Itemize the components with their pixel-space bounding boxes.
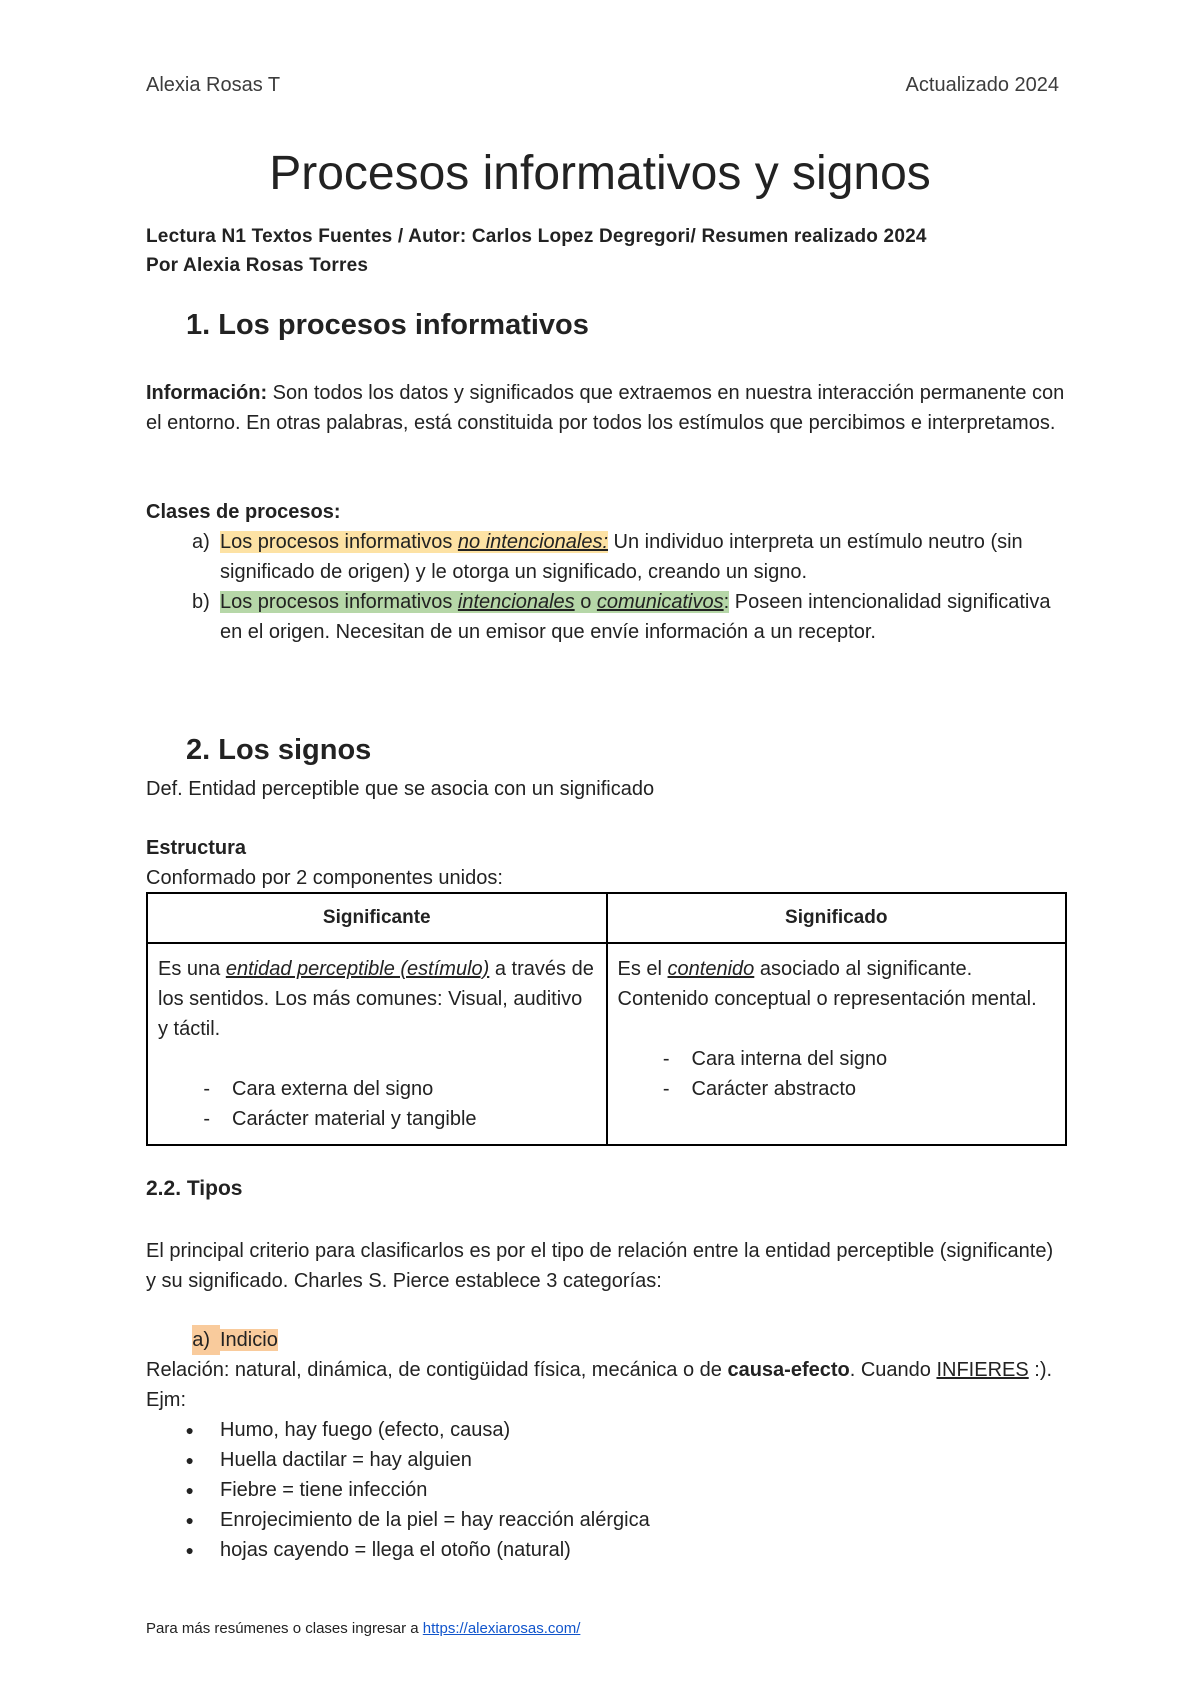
item-a-description: Un individuo interpreta un estímulo neutro (sin significado de origen) y le otorga un significado, creando un signo. [220,531,1023,583]
table-row [147,943,1066,1145]
significante-item-2: Carácter material y tangible [232,1108,477,1130]
example-2: Huella dactilar = hay alguien [220,1449,472,1471]
footer [146,1620,580,1637]
list-item [146,1415,1066,1445]
dash-marker: - [662,1048,670,1070]
header-author: Alexia Rosas T [146,74,281,96]
significado-item-2: Carácter abstracto [691,1078,857,1100]
structure-table [146,892,1067,1146]
relacion-infieres: INFIERES [936,1359,1029,1381]
relacion-bold: causa-efecto [727,1359,850,1381]
classes-label: Clases de procesos: [146,501,341,523]
item-b-prefix: Los procesos informativos [220,591,458,613]
info-text: Son todos los datos y significados que extraemos en nuestra interacción permanente con el entorno. En otras palabras, está constituida por todos los estímulos que percibimos e interpretamos. [146,382,1065,434]
list-item [618,1044,1056,1074]
significado-pre: Es el [617,958,668,980]
item-b-colon: : [723,591,730,613]
estructura-text: Conformado por 2 componentes unidos: [146,867,503,889]
significado-post: asociado al significante. Contenido conceptual o representación mental. [617,958,1037,1010]
bullet-icon: ● [185,1452,194,1468]
dash-marker: - [203,1108,210,1130]
list-marker-b: b) [192,591,210,613]
table-header-row [147,893,1066,943]
section1-heading-wrap [186,310,1106,340]
list-item [146,1445,1066,1475]
table-cell-significante [147,943,607,1145]
footer-text: Para más resúmenes o clases ingresar a [146,1620,423,1637]
item-a-term: no intencionales: [457,531,608,553]
list-item [158,1104,596,1134]
table-header-significante: Significante [147,893,607,943]
meta-line-1: Lectura N1 Textos Fuentes / Autor: Carlos Lopez Degregori/ Resumen realizado 2024 [146,226,927,247]
tipos-heading: 2.2. Tipos [146,1177,243,1200]
tipos-paragraph: El principal criterio para clasificarlos es por el tipo de relación entre la entidad perceptible (significante) y su significado. Charles S. Pierce establece 3 categorías: [146,1240,1054,1292]
section2-heading: 2. Los signos [186,734,372,766]
example-3: Fiebre = tiene infección [220,1479,428,1501]
significante-description [158,954,596,1044]
indicio-label: Indicio [220,1329,278,1351]
indicio-marker: a) [192,1325,220,1355]
estructura-block [146,833,1066,893]
item-b-description: Poseen intencionalidad significativa en el origen. Necesitan de un emisor que envíe información a un receptor. [220,591,1051,643]
bullet-icon: ● [185,1542,194,1558]
item-a-prefix: Los procesos informativos [220,531,458,553]
highlight-intencionales [220,591,729,613]
dash-marker: - [662,1078,670,1100]
significante-pre: Es una [158,958,226,980]
relacion-paragraph [146,1355,1066,1415]
list-item [146,1475,1066,1505]
section2-heading-wrap [186,735,1106,765]
list-item-b [146,587,1066,647]
indicio-block [146,1325,1066,1565]
example-4: Enrojecimiento de la piel = hay reacción alérgica [220,1509,650,1531]
document-meta [146,222,1066,280]
list-item [618,1074,1056,1104]
example-1: Humo, hay fuego (efecto, causa) [220,1419,511,1441]
relacion-post: . Cuando [849,1359,937,1381]
table-header-significado: Significado [607,893,1067,943]
significante-item-1: Cara externa del signo [232,1078,434,1100]
significado-item-1: Cara interna del signo [691,1048,888,1070]
info-paragraph [146,378,1066,438]
dash-marker: - [203,1078,210,1100]
relacion-end: :). Ejm: [146,1359,1053,1411]
item-b-conj: o [574,591,597,613]
list-item [146,1535,1066,1565]
example-5: hojas cayendo = llega el otoño (natural) [220,1539,571,1561]
significado-description [618,954,1056,1014]
footer-link[interactable]: https://alexiarosas.com/ [422,1620,581,1637]
list-item [146,1505,1066,1535]
classes-block [146,497,1066,647]
indicio-heading [146,1325,1066,1355]
list-marker-a: a) [192,531,210,553]
item-b-term-1: intencionales [457,591,575,613]
highlight-no-intencionales [220,531,608,553]
item-b-term-2: comunicativos [596,591,724,613]
info-label: Información: [146,382,268,404]
significante-term: entidad perceptible (estímulo) [225,958,490,980]
section1-heading: 1. Los procesos informativos [186,309,589,341]
bullet-icon: ● [185,1512,194,1528]
list-item [158,1074,596,1104]
list-item-a [146,527,1066,587]
significante-post: a través de los sentidos. Los más comunes: Visual, auditivo y táctil. [158,958,594,1040]
bullet-icon: ● [185,1422,194,1438]
table-cell-significado [607,943,1067,1145]
estructura-label: Estructura [146,837,247,859]
page-title: Procesos informativos y signos [269,147,931,200]
meta-line-2: Por Alexia Rosas Torres [146,255,369,276]
significado-term: contenido [667,958,755,980]
bullet-icon: ● [185,1482,194,1498]
header-updated: Actualizado 2024 [905,74,1059,96]
definition: Def. Entidad perceptible que se asocia con un significado [146,778,655,800]
relacion-pre: Relación: natural, dinámica, de contigüidad física, mecánica o de [146,1359,728,1381]
